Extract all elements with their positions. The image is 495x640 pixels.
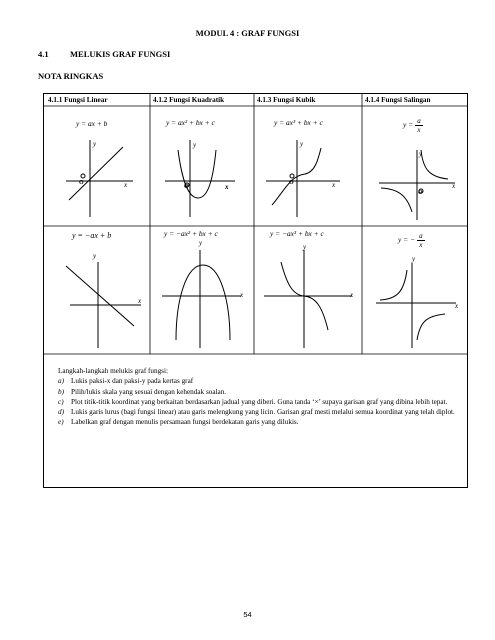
fraction-denominator: x	[419, 241, 423, 249]
x-axis-label: x	[138, 297, 142, 305]
x-axis-label: x	[240, 291, 244, 299]
step-text: Plot titik-titik koordinat yang berkaitan berdasarkan jadual yang diberi. Guna tanda ‘×’ supaya garisan graf yang dibina lebih tepat.	[71, 397, 448, 406]
step-marker: e)	[58, 418, 64, 427]
y-axis-label: y	[300, 140, 304, 148]
function-curve	[380, 270, 407, 300]
step-marker: c)	[58, 397, 64, 406]
eq-cubic-negative: y = −ax³ + bx + c	[270, 229, 324, 238]
eq-quadratic-negative: y = −ax² + bx + c	[164, 229, 218, 238]
graph-quadratic-negative	[162, 250, 241, 348]
header-quadratic: 4.1.2 Fungsi Kuadratik	[153, 96, 225, 104]
step-marker: d)	[58, 408, 64, 417]
function-curve	[417, 314, 445, 340]
step-marker: a)	[58, 377, 64, 386]
step-text: Pilih/lukis skala yang sesuai dengan kehendak soalan.	[71, 387, 227, 396]
section-title: MELUKIS GRAF FUNGSI	[70, 49, 171, 59]
y-axis-label: y	[93, 140, 97, 148]
graph-linear-negative	[66, 262, 141, 348]
function-curve	[381, 188, 412, 212]
eq-linear-negative: y = −ax + b	[72, 231, 112, 240]
origin-label: O	[79, 180, 84, 186]
graph-cubic-negative	[264, 250, 352, 348]
function-curve	[66, 266, 134, 326]
origin-markers	[81, 174, 423, 193]
steps-intro: Langkah-langkah melukis graf fungsi:	[58, 367, 168, 375]
eq-reciprocal-negative-lhs: y = −	[398, 235, 415, 245]
y-axis-label: y	[93, 252, 97, 260]
origin-circle	[81, 174, 85, 178]
x-axis-label: x	[455, 302, 459, 310]
graph-quadratic-positive	[165, 140, 235, 217]
header-reciprocal: 4.1.4 Fungsi Salingan	[365, 96, 431, 104]
origin-circle	[290, 174, 294, 178]
fraction-denominator: x	[417, 126, 421, 134]
x-axis-label: x	[350, 291, 354, 299]
y-axis-label: y	[412, 255, 416, 263]
y-axis-label: y	[419, 150, 423, 158]
step-marker: b)	[58, 387, 64, 396]
function-curve	[69, 147, 123, 200]
step-item	[58, 397, 458, 407]
graph-reciprocal-positive	[379, 150, 455, 220]
graph-linear-positive	[66, 140, 133, 217]
step-item	[58, 407, 458, 417]
origin-label: O	[184, 184, 189, 190]
x-axis-label: x	[124, 181, 128, 189]
fraction-numerator: a	[417, 117, 421, 125]
step-item	[58, 417, 458, 427]
page-number: 54	[243, 610, 252, 619]
table-grid	[43, 93, 468, 354]
origin-label: O	[289, 180, 294, 186]
section-number: 4.1	[38, 49, 49, 59]
eq-cubic-positive: y = ax³ + bx + c	[274, 118, 323, 127]
y-axis-label: y	[193, 141, 197, 149]
steps-section	[58, 366, 458, 428]
graph-reciprocal-negative	[376, 263, 456, 348]
function-curve	[178, 150, 216, 198]
eq-linear-positive: y = ax + b	[76, 119, 108, 128]
function-curve	[176, 265, 230, 340]
module-title: MODUL 4 : GRAF FUNGSI	[195, 28, 300, 38]
x-axis-label: x	[332, 181, 336, 189]
graph-cubic-positive	[266, 140, 340, 217]
fraction-numerator: a	[419, 232, 423, 240]
origin-label: O	[418, 190, 423, 196]
step-text: Lukis paksi-x dan paksi-y pada kertas graf	[71, 377, 194, 386]
step-text: Lukis garis lurus (bagi fungsi linear) atau garis melengkung yang licin. Garisan graf mesti melalui semua koordinat yang telah diplot.	[71, 408, 455, 417]
y-axis-label: y	[199, 239, 203, 247]
y-axis-label: y	[303, 243, 307, 251]
step-item	[58, 376, 458, 386]
header-linear: 4.1.1 Fungsi Linear	[48, 96, 108, 104]
steps-list	[58, 376, 458, 427]
eq-quadratic-positive: y = ax² + bx + c	[166, 118, 215, 127]
function-curve	[421, 150, 448, 179]
header-cubic: 4.1.3 Fungsi Kubik	[257, 96, 316, 104]
eq-reciprocal-positive-lhs: y =	[403, 120, 414, 130]
x-axis-label: x	[452, 182, 456, 190]
step-text: Labelkan graf dengan menulis persamaan fungsi berdekatan garis yang dilukis.	[71, 418, 299, 427]
x-axis-label: x	[225, 183, 229, 191]
notes-heading: NOTA RINGKAS	[38, 71, 104, 81]
step-item	[58, 387, 458, 397]
